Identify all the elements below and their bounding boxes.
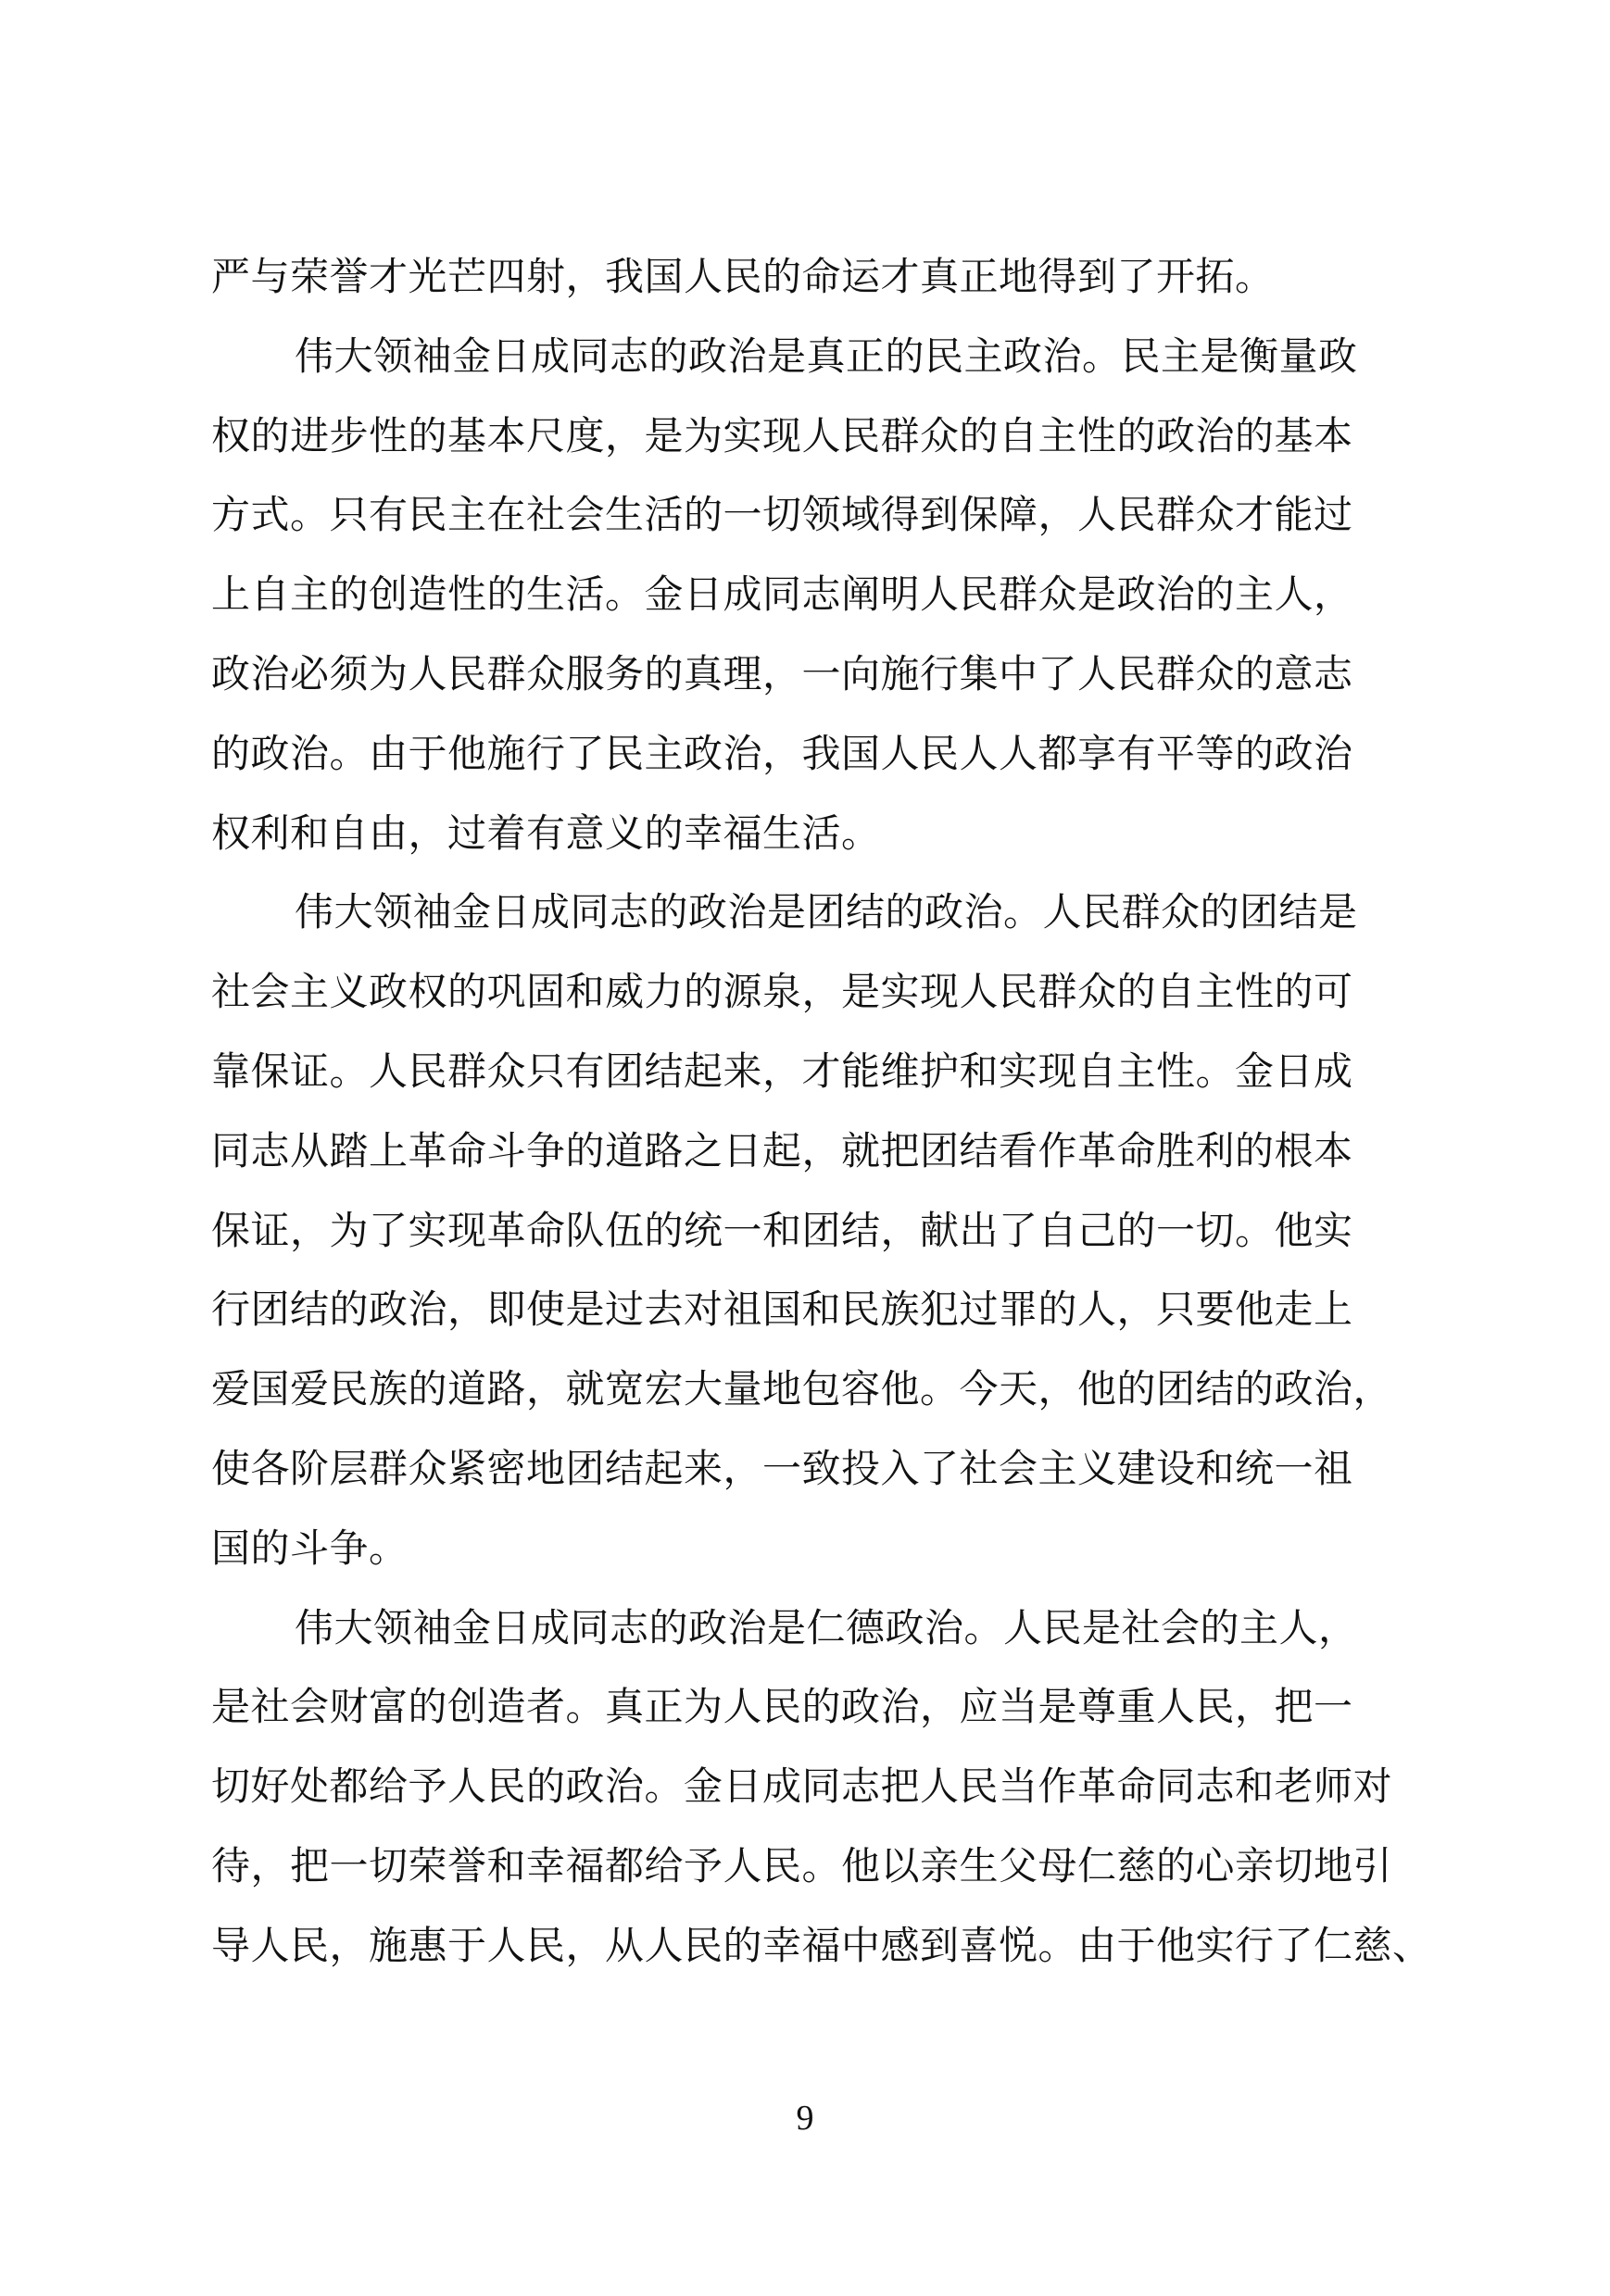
text-line: 使各阶层群众紧密地团结起来，一致投入了社会主义建设和统一祖 — [211, 1445, 1353, 1491]
text-line: 严与荣誉才光芒四射，我国人民的命运才真正地得到了开拓。 — [211, 254, 1275, 299]
paragraph-first-line: 伟大领袖金日成同志的政治是仁德政治。人民是社会的主人， — [295, 1604, 1358, 1650]
text-line: 社会主义政权的巩固和威力的源泉，是实现人民群众的自主性的可 — [211, 969, 1353, 1015]
text-line: 待，把一切荣誉和幸福都给予人民。他以亲生父母仁慈的心亲切地引 — [211, 1842, 1393, 1888]
text-line: 的政治。由于他施行了民主政治，我国人民人人都享有平等的政治 — [211, 730, 1353, 776]
text-line: 方式。只有民主在社会生活的一切领域得到保障，人民群众才能过 — [211, 492, 1353, 538]
text-line: 政治必须为人民群众服务的真理，一向施行集中了人民群众的意志 — [211, 650, 1353, 696]
text-line: 爱国爱民族的道路，就宽宏大量地包容他。今天，他的团结的政治， — [211, 1366, 1393, 1412]
text-line: 国的斗争。 — [211, 1524, 409, 1571]
text-line: 上自主的创造性的生活。金日成同志阐明人民群众是政治的主人， — [211, 571, 1353, 618]
body-text — [211, 237, 1432, 1986]
paragraph-first-line: 伟大领袖金日成同志的政治是真正的民主政治。民主是衡量政 — [295, 332, 1358, 379]
text-line: 靠保证。人民群众只有团结起来，才能维护和实现自主性。金日成 — [211, 1048, 1353, 1094]
text-line: 保证，为了实现革命队伍的统一和团结，献出了自己的一切。他实 — [211, 1207, 1353, 1253]
page-number: 9 — [796, 2099, 814, 2138]
text-line: 权利和自由，过着有意义的幸福生活。 — [211, 809, 881, 856]
text-line: 同志从踏上革命斗争的道路之日起，就把团结看作革命胜利的根本 — [211, 1127, 1353, 1173]
text-line: 是社会财富的创造者。真正为人民的政治，应当是尊重人民，把一 — [211, 1684, 1353, 1730]
text-line: 权的进步性的基本尺度，是为实现人民群众的自主性的政治的基本 — [211, 412, 1353, 458]
text-line: 行团结的政治，即使是过去对祖国和民族犯过罪的人，只要他走上 — [211, 1286, 1353, 1333]
text-line: 导人民，施惠于人民，从人民的幸福中感到喜悦。由于他实行了仁慈、 — [211, 1922, 1432, 1968]
text-line: 切好处都给予人民的政治。金日成同志把人民当作革命同志和老师对 — [211, 1763, 1393, 1810]
paragraph-first-line: 伟大领袖金日成同志的政治是团结的政治。人民群众的团结是 — [295, 889, 1358, 935]
